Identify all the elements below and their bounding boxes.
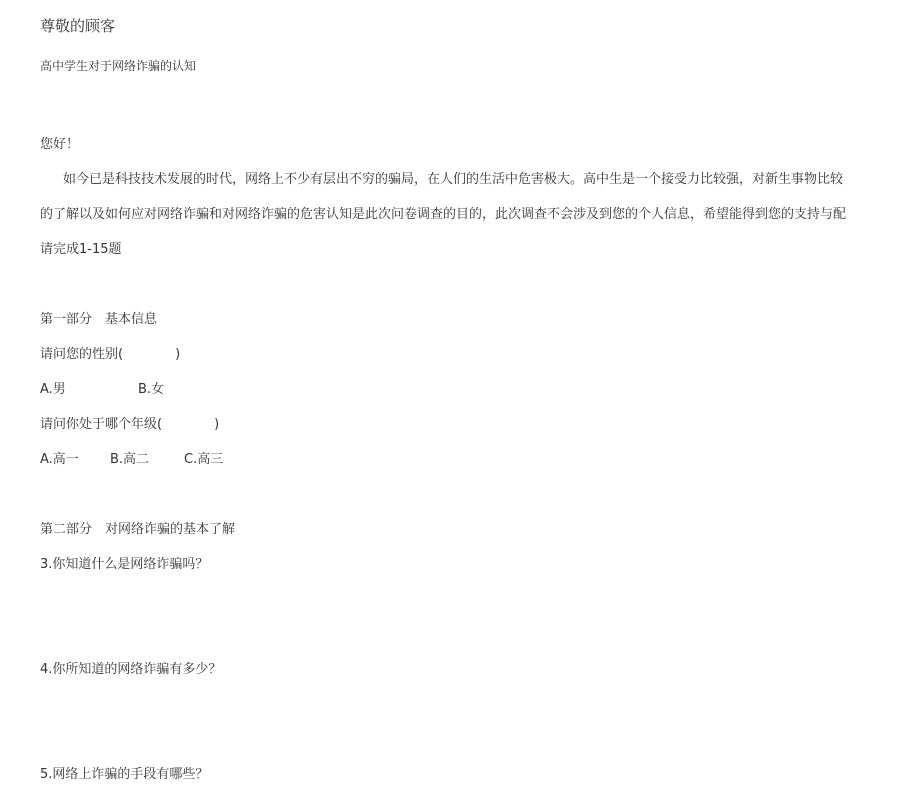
greeting: 您好！ [40, 137, 80, 152]
option-grade-1: A.高一 [40, 452, 79, 467]
option-female: B.女 [138, 382, 165, 397]
question-gender: 请问您的性别( ) [40, 347, 181, 362]
part2-heading: 第二部分 对网络诈骗的基本了解 [40, 522, 236, 537]
survey-title: 高中学生对于网络诈骗的认知 [40, 59, 197, 73]
option-male: A.男 [40, 382, 66, 397]
salutation: 尊敬的顾客 [40, 17, 116, 35]
option-grade-2: B.高二 [110, 452, 150, 467]
grade-options [40, 451, 223, 469]
intro-paragraph-line-1: 如今已是科技技术发展的时代，网络上不少有层出不穷的骗局，在人们的生活中危害极大。高中生是一个接受力比较强，对新生事物比较 [63, 172, 844, 187]
question-grade: 请问你处于哪个年级( ) [40, 417, 220, 432]
question-4: 4.你所知道的网络诈骗有多少？ [40, 662, 222, 677]
gender-options [40, 381, 164, 399]
question-3: 3.你知道什么是网络诈骗吗？ [40, 557, 209, 572]
intro-paragraph-line-2: 的了解以及如何应对网络诈骗和对网络诈骗的危害认知是此次问卷调查的目的，此次调查不会涉及到您的个人信息，希望能得到您的支持与配 [40, 207, 847, 222]
part1-heading: 第一部分 基本信息 [40, 312, 158, 327]
option-grade-3: C.高三 [184, 452, 224, 467]
question-5: 5.网络上诈骗的手段有哪些？ [40, 767, 209, 782]
instruction: 请完成1-15题 [40, 242, 122, 257]
